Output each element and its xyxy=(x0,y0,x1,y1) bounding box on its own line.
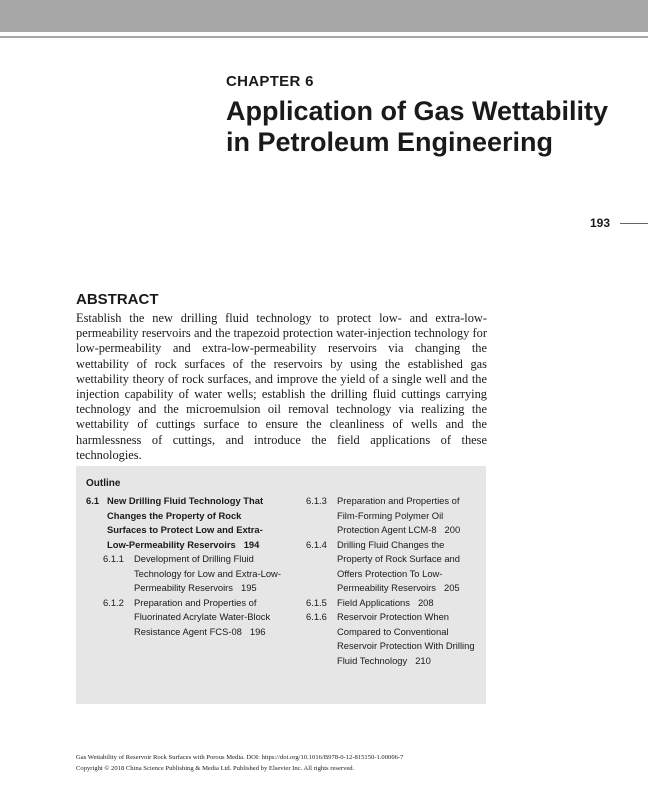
outline-entry-number: 6.1 xyxy=(86,495,100,506)
outline-entry-page: 210 xyxy=(415,654,431,666)
outline-entry-title: Preparation and Properties of Film-Forming Polymer Oil Protection Agent LCM-8 xyxy=(337,495,460,535)
outline-entry-title: Field Applications xyxy=(337,596,410,608)
outline-entry[interactable] xyxy=(306,538,481,596)
outline-entry[interactable] xyxy=(86,596,282,640)
outline-entry-page: 194 xyxy=(243,538,260,550)
outline-entry[interactable] xyxy=(306,596,481,611)
outline-entry-page: 208 xyxy=(417,596,434,608)
outline-box xyxy=(76,466,486,704)
page-number: 193 xyxy=(590,216,611,230)
header-rule xyxy=(0,36,648,38)
outline-heading: Outline xyxy=(86,478,121,489)
outline-entry-page: 195 xyxy=(241,582,257,593)
outline-entry-title: Preparation and Properties of Fluorinated Acrylate Water-Block Resistance Agent FCS-08 xyxy=(134,596,271,637)
outline-column-left xyxy=(86,494,282,639)
outline-entry[interactable] xyxy=(306,494,481,538)
abstract-heading: ABSTRACT xyxy=(76,291,159,308)
outline-entry-page: 200 xyxy=(444,524,461,535)
outline-entry[interactable] xyxy=(86,494,282,552)
outline-entry[interactable] xyxy=(86,552,282,596)
outline-entry-number: 6.1.3 xyxy=(306,495,327,506)
outline-entry-title: New Drilling Fluid Technology That Changes the Property of Rock Surfaces to Protect Low and Extra-Low-Permeability Reservoirs xyxy=(107,495,264,550)
header-band xyxy=(0,0,648,32)
outline-entry-number: 6.1.1 xyxy=(103,553,124,564)
outline-entry-page: 196 xyxy=(249,625,266,637)
chapter-title: Application of Gas Wettability in Petroleum Engineering xyxy=(226,96,609,157)
chapter-label: CHAPTER 6 xyxy=(226,73,314,90)
outline-entry-number: 6.1.5 xyxy=(306,596,327,608)
outline-column-right xyxy=(306,494,481,668)
footer xyxy=(76,753,636,774)
outline-entry-title: Development of Drilling Fluid Technology for Low and Extra-Low-Permeability Reservoirs xyxy=(134,553,281,593)
footer-copyright-line: Copyright © 2018 China Science Publishing & Media Ltd. Published by Elsevier Inc. All rights reserved. xyxy=(76,764,355,772)
outline-entry-number: 6.1.6 xyxy=(306,611,327,622)
outline-entry-page: 205 xyxy=(444,582,460,593)
page-number-rule xyxy=(620,223,648,224)
outline-entry-title: Drilling Fluid Changes the Property of Rock Surface and Offers Protection To Low-Permeability Reservoirs xyxy=(337,538,460,593)
footer-doi-line: Gas Wettability of Reservoir Rock Surfaces with Porous Media. DOI: https://doi.org/10.1016/B978-0-12-815150-1.00006-7 xyxy=(76,754,404,761)
abstract-body: Establish the new drilling fluid technology to protect low- and extra-low-permeability reservoirs and the trapezoid protection water-injection technology for low-permeability and extra-low-permeability reservoirs via changing the wettability of rock surfaces of the reservoirs by using the established gas wettability theory of rock surfaces, and improve the yield of a single well and the injection capability of water wells; establish the drilling fluid cuttings carrying technology and the microemulsion oil removal technology via realizing the wettability of cuttings surface to ensure the cleanliness of wells and the harmlessness of cuttings, and introduce the field applications of these technologies. xyxy=(76,311,487,462)
outline-entry-number: 6.1.4 xyxy=(306,538,327,550)
outline-entry-number: 6.1.2 xyxy=(103,596,124,608)
outline-entry-title: Reservoir Protection When Compared to Conventional Reservoir Protection With Drilling Fluid Technology xyxy=(337,611,475,666)
outline-entry[interactable] xyxy=(306,610,481,668)
